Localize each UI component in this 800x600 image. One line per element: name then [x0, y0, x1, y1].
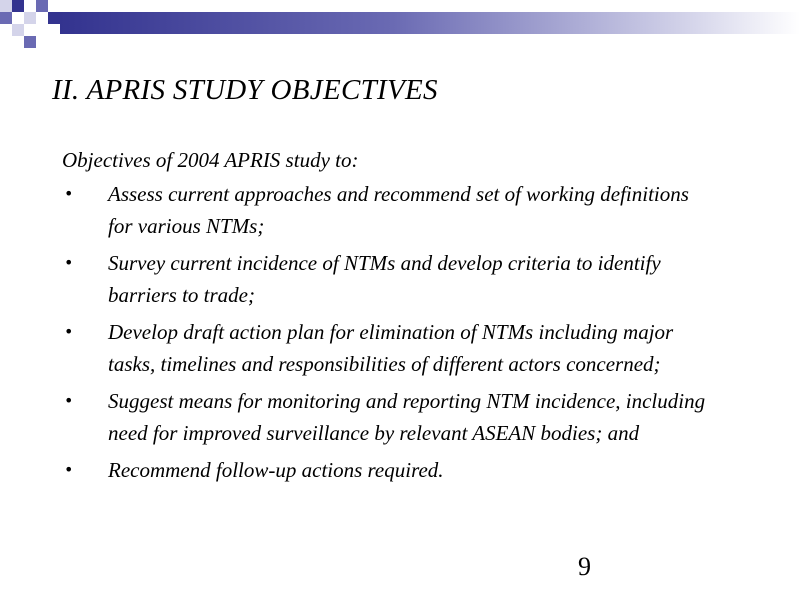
- objective-text: Assess current approaches and recommend set of working definitions for various NTMs;: [108, 182, 689, 238]
- objective-text: Suggest means for monitoring and reporting NTM incidence, including need for improved surveillance by relevant ASEAN bodies; and: [108, 389, 706, 445]
- list-item: [62, 178, 712, 242]
- objective-text: Recommend follow-up actions required.: [108, 458, 444, 482]
- deco-square-8: [48, 12, 60, 24]
- deco-square-7: [24, 36, 36, 48]
- deco-square-5: [24, 12, 36, 24]
- bullet-icon: •: [64, 253, 74, 272]
- list-item: [62, 247, 712, 311]
- deco-square-6: [12, 24, 24, 36]
- deco-square-3: [36, 0, 48, 12]
- bullet-icon: •: [64, 391, 74, 410]
- header-decoration: [0, 0, 800, 50]
- header-gradient-bar: [60, 12, 800, 34]
- objective-text: Develop draft action plan for elimination of NTMs including major tasks, timelines and responsibilities of different actors concerned;: [108, 320, 674, 376]
- page-number: 9: [578, 552, 591, 581]
- objective-text: Survey current incidence of NTMs and develop criteria to identify barriers to trade;: [108, 251, 661, 307]
- deco-square-1: [0, 0, 12, 12]
- intro-text: Objectives of 2004 APRIS study to:: [62, 148, 359, 172]
- deco-square-4: [0, 12, 12, 24]
- bullet-icon: •: [64, 184, 74, 203]
- deco-square-2: [12, 0, 24, 12]
- bullet-icon: •: [64, 460, 74, 479]
- bullet-icon: •: [64, 322, 74, 341]
- slide-content: [62, 144, 712, 491]
- slide-title: II. APRIS STUDY OBJECTIVES: [52, 74, 438, 106]
- list-item: [62, 316, 712, 380]
- objectives-list: [62, 178, 712, 486]
- list-item: [62, 385, 712, 449]
- list-item: [62, 454, 712, 486]
